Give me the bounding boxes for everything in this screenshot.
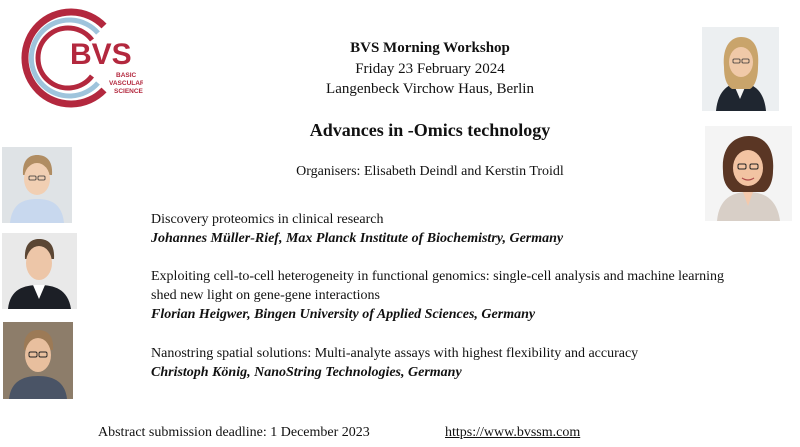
portrait-man-light-shirt: [2, 147, 72, 223]
talk-2: [151, 267, 751, 324]
workshop-topic: Advances in -Omics technology: [309, 120, 551, 140]
organisers-line: Organisers: Elisabeth Deindl and Kerstin Troidl: [296, 164, 564, 179]
talk-3: [151, 344, 751, 382]
talk-1: [151, 210, 751, 248]
talk-3-speaker: Christoph König, NanoString Technologies, Germany: [151, 365, 462, 380]
workshop-date: Friday 23 February 2024: [355, 61, 505, 77]
organiser-photo-1: [702, 27, 779, 111]
talk-2-title: Exploiting cell-to-cell heterogeneity in functional genomics: single-cell analysis and machine learning shed new light on gene-gene interactions: [151, 269, 725, 303]
portrait-man-dark-suit: [2, 233, 77, 309]
bvs-logo-graphic: [8, 8, 143, 108]
abstract-deadline: Abstract submission deadline: 1 December 2023: [98, 425, 370, 440]
portrait-woman-blonde: [702, 27, 779, 111]
talk-1-speaker: Johannes Müller-Rief, Max Planck Institute of Biochemistry, Germany: [151, 231, 564, 246]
logo-tagline-2: VASCULAR: [109, 80, 143, 87]
bvs-logo: [8, 8, 143, 108]
logo-letters: BVS: [70, 38, 132, 71]
portrait-man-glasses: [3, 322, 73, 399]
portrait-woman-brunette: [705, 126, 792, 221]
speaker-photo-3: [3, 322, 73, 399]
speaker-photo-2: [2, 233, 77, 309]
speaker-photo-1: [2, 147, 72, 223]
workshop-title: BVS Morning Workshop: [350, 40, 510, 56]
logo-tagline-3: SCIENCE: [114, 88, 143, 95]
talk-1-title: Discovery proteomics in clinical research: [151, 212, 384, 227]
logo-tagline-1: BASIC: [116, 72, 137, 79]
talk-2-speaker: Florian Heigwer, Bingen University of Applied Sciences, Germany: [151, 307, 536, 322]
workshop-venue: Langenbeck Virchow Haus, Berlin: [326, 81, 534, 97]
website-link[interactable]: https://www.bvssm.com: [445, 425, 581, 440]
organiser-photo-2: [705, 126, 792, 221]
talk-3-title: Nanostring spatial solutions: Multi-analyte assays with highest flexibility and accuracy: [151, 346, 639, 361]
